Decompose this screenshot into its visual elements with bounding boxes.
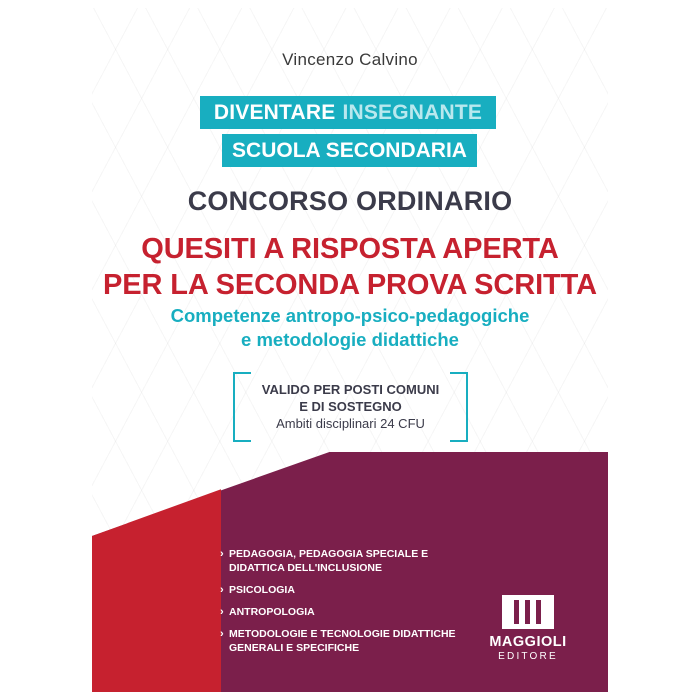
list-item: › PSICOLOGIA	[220, 584, 480, 598]
book-subtitle-line1: Competenze antropo-psico-pedagogiche	[170, 305, 530, 326]
book-subtitle	[92, 304, 608, 353]
book-title	[92, 232, 608, 303]
author-name: Vincenzo Calvino	[282, 50, 418, 69]
maggioli-mark-icon	[502, 595, 554, 629]
exam-type-heading: CONCORSO ORDINARIO	[187, 186, 513, 216]
publisher-logo	[474, 595, 582, 662]
list-item: › ANTROPOLOGIA	[220, 606, 480, 620]
book-title-line2: PER LA SECONDA PROVA SCRITTA	[103, 268, 597, 301]
validity-box	[233, 372, 468, 438]
series-banner-line2: SCUOLA SECONDARIA	[222, 134, 477, 167]
series-word-diventare: DIVENTARE	[213, 100, 336, 124]
publisher-name: MAGGIOLI	[489, 634, 567, 650]
validity-line2: E DI SOSTEGNO	[299, 399, 402, 415]
list-item: › METODOLOGIE E TECNOLOGIE DIDATTICHE GENERALI E SPECIFICHE	[220, 628, 480, 656]
list-item: › PEDAGOGIA, PEDAGOGIA SPECIALE E DIDATTICA DELL'INCLUSIONE	[220, 548, 480, 576]
series-banner-line1	[200, 96, 496, 129]
cover-bottom-artwork	[92, 452, 608, 692]
book-subtitle-line2: e metodologie didattiche	[241, 329, 459, 351]
series-word-insegnante: INSEGNANTE	[342, 100, 483, 124]
bracket-right-icon	[450, 372, 468, 442]
publisher-tagline: EDITORE	[498, 651, 558, 662]
book-cover	[92, 8, 608, 692]
validity-line1: VALIDO PER POSTI COMUNI	[261, 382, 440, 397]
book-title-line1: QUESITI A RISPOSTA APERTA	[141, 233, 559, 265]
topics-list	[220, 548, 480, 656]
validity-line3: Ambiti disciplinari 24 CFU	[276, 416, 425, 432]
